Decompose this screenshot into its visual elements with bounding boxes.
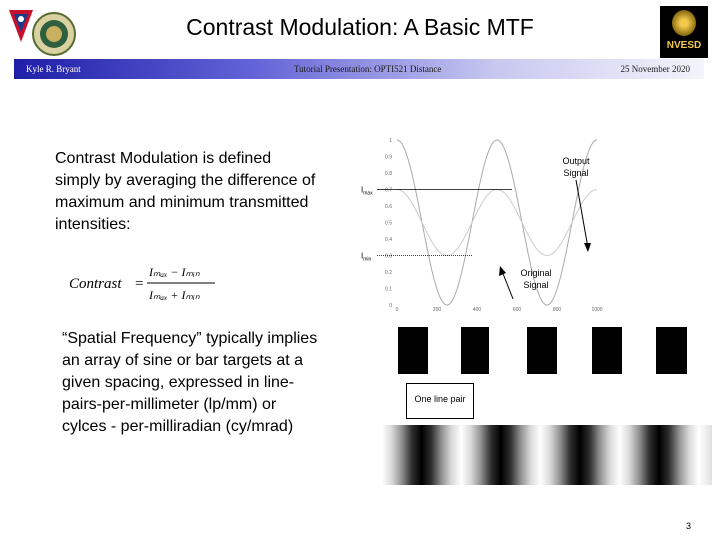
output-signal-label: Output: [562, 156, 590, 166]
bar-target-1: [398, 327, 428, 374]
y-tick-label: 0.2: [385, 270, 392, 276]
output-arrowhead-icon: [584, 243, 591, 252]
imax-label: $I_{max}$: [361, 185, 373, 197]
x-tick-label: 0: [395, 307, 399, 313]
y-tick-label: 0.4: [385, 237, 392, 243]
imin-label: $I_{min}$: [361, 251, 372, 263]
spatial-frequency-text: “Spatial Frequency” typically implies an array of sine or bar targets at a given spacing, expressed in line-pairs-per-millimeter (lp/mm) or cylces - per-milliradian (cy/mrad): [62, 330, 318, 435]
y-tick-label: 0.9: [385, 154, 392, 161]
author-name: Kyle R. Bryant: [26, 64, 81, 74]
presentation-date: 25 November 2020: [620, 64, 690, 74]
y-tick-label: 0.8: [385, 171, 392, 177]
formula-equals: =: [135, 276, 144, 292]
y-tick-label: 0.7: [385, 187, 392, 194]
output-signal-label: Signal: [563, 168, 589, 178]
line-pair-label: One line pair: [414, 394, 466, 404]
bar-target-2: [461, 327, 489, 374]
bar-target-3: [527, 327, 557, 374]
x-tick-label: 800: [552, 307, 562, 313]
y-tick-label: 0.5: [385, 220, 392, 227]
formula-lhs: Contrast: [69, 276, 122, 292]
y-tick-label: 0.1: [385, 286, 392, 293]
y-tick-label: 1: [389, 138, 392, 144]
formula-denominator: Iₘₐₓ + Iₘᵢₙ: [149, 288, 200, 302]
slide-title: Contrast Modulation: A Basic MTF: [186, 14, 534, 40]
original-signal-arrow: [502, 271, 513, 299]
sine-target-gradient: [382, 425, 712, 485]
original-arrowhead-icon: [499, 266, 506, 276]
bar-target-5: [656, 327, 687, 374]
nvesd-logo-text: NVESD: [666, 40, 702, 51]
formula-numerator: Iₘₐₓ − Iₘᵢₙ: [149, 265, 200, 279]
footer-banner: [14, 59, 704, 79]
x-tick-label: 1000: [591, 307, 603, 313]
x-tick-label: 600: [512, 307, 522, 313]
x-tick-label: 200: [432, 307, 442, 313]
contrast-definition-text: Contrast Modulation is defined simply by averaging the difference of maximum and minimum transmitted intensities:: [55, 150, 316, 233]
page-number: 3: [686, 521, 692, 531]
y-tick-label: 0.6: [385, 204, 392, 210]
contrast-formula: [65, 260, 225, 306]
output-signal-arrow: [576, 180, 588, 248]
original-signal-label: Original: [520, 268, 552, 278]
presentation-title: Tutorial Presentation: OPTI521 Distance: [294, 64, 442, 74]
signal-plot: [355, 135, 655, 315]
y-tick-label: 0.3: [385, 253, 392, 260]
line-pair-box: [406, 383, 474, 419]
bar-target-4: [592, 327, 622, 374]
original-signal-label: Signal: [523, 280, 549, 290]
x-tick-label: 400: [472, 307, 482, 313]
y-tick-label: 0: [389, 303, 392, 309]
